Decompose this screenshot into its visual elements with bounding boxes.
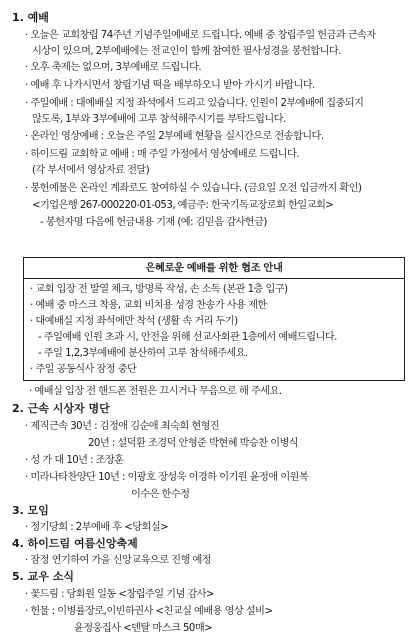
cooperation-notice-box bbox=[23, 257, 405, 381]
section-summer-festival-title: 4. 하이드림 여름신앙축제 bbox=[12, 537, 138, 550]
news-line: · 꽃드림 : 당회원 일동 <창립주일 기념 감사> bbox=[25, 589, 215, 600]
news-line: 윤정웅집사 <덴탈 마스크 50매> bbox=[74, 623, 213, 634]
award-names: 김정애 김순애 최숙희 현형진 bbox=[99, 421, 220, 432]
worship-line: 시상이 있으며, 2부예배에는 전교인이 함께 참여한 필사성경을 봉헌합니다. bbox=[32, 46, 341, 57]
award-line bbox=[88, 436, 298, 452]
news-text: 이병률장로,이빈하권사 <친교실 예배용 영상 설비> bbox=[57, 606, 273, 617]
worship-line: · 봉헌예물은 온라인 계좌로도 참여하실 수 있습니다. (금요일 오전 입금까지 확인) bbox=[25, 183, 362, 194]
worship-line: (각 부서에서 영상자료 전달) bbox=[32, 165, 150, 176]
notice-divider bbox=[24, 278, 404, 279]
award-names: 설덕환 조경덕 안형준 박현혜 박승찬 이병식 bbox=[117, 438, 299, 449]
notice-line: - 주일예배 인원 초과 시, 안전을 위해 선교사회관 1층에서 예배드립니다. bbox=[38, 332, 337, 343]
festival-line: · 잠정 연기하여 가을 신앙교육으로 진행 예정 bbox=[25, 555, 212, 566]
award-label: · 미라나타찬양단 10년 : bbox=[25, 472, 128, 483]
news-label: · 헌물 : bbox=[25, 606, 58, 617]
worship-line: · 온라인 영상예배 : 오늘은 주일 2부예배 현황을 실시간으로 전송합니다. bbox=[25, 131, 324, 142]
notice-line: · 주일 공동식사 잠정 중단 bbox=[30, 364, 137, 375]
notice-line: · 대예배실 지정 좌석에만 착석 (생활 속 거리 두기) bbox=[30, 316, 238, 327]
section-worship-title: 1. 예배 bbox=[12, 11, 49, 24]
worship-line: · 하이드림 교회학교 예배 : 매 주일 가정에서 영상예배로 드립니다. bbox=[25, 149, 300, 160]
section-service-award-title: 2. 근속 시상자 명단 bbox=[12, 402, 110, 415]
meeting-line: · 정기당회 : 2부예배 후 <당회실> bbox=[25, 522, 169, 533]
worship-line: · 오늘은 교회창립 74주년 기념주일예배로 드립니다. 예배 중 창립주일 헌금과 근속자 bbox=[25, 30, 376, 41]
section-meeting-title: 3. 모임 bbox=[12, 504, 49, 517]
worship-line: · 예배 후 나가시면서 창립기념 떡을 배부하오니 받아 가시기 바랍니다. bbox=[25, 80, 315, 91]
notice-line: · 교회 입장 전 발열 체크, 방명록 작성, 손 소독 (본관 1층 입구) bbox=[30, 284, 288, 295]
award-names: 이광호 장성욱 이경하 이기원 윤정애 이원복 bbox=[127, 472, 309, 483]
award-label: · 제직근속 30년 : bbox=[25, 421, 100, 432]
notice-line: - 주일 1,2,3부예배에 분산하여 고루 참석해주세요. bbox=[38, 348, 248, 359]
notice-line: · 예배실 입장 전 핸드폰 전원은 끄시거나 무음으로 해 주세요. bbox=[29, 386, 282, 397]
news-line bbox=[25, 604, 272, 620]
award-line: · 성 가 대 10년 : 조장훈 bbox=[25, 455, 124, 466]
award-line bbox=[25, 470, 308, 486]
notice-line: · 예배 중 마스크 착용, 교회 비치용 성경 찬송가 사용 제한 bbox=[30, 300, 267, 311]
worship-line: · 오후 축제는 없으며, 3부예배로 드립니다. bbox=[25, 62, 202, 73]
bank-account-line: <기업은행 267-000220-01-053, 예금주: 한국기독교장로회 한일교회> bbox=[32, 200, 334, 211]
award-names: 이수은 한수정 bbox=[131, 489, 190, 500]
section-member-news-title: 5. 교우 소식 bbox=[12, 570, 74, 583]
award-label: 20년 : bbox=[88, 438, 118, 449]
worship-line: · 주일예배 : 대예배실 지정 좌석에서 드리고 있습니다. 인원이 2부예배에 집중되지 bbox=[25, 98, 364, 109]
worship-line: 않도록, 1부와 3부예배에 고루 참석해주시기를 부탁드립니다. bbox=[32, 114, 286, 125]
worship-line: - 봉헌자명 다음에 헌금내용 기재 (예: 김믿음 감사헌금) bbox=[40, 217, 267, 228]
notice-title: 은혜로운 예배를 위한 협조 안내 bbox=[145, 263, 283, 274]
award-line bbox=[25, 419, 219, 435]
